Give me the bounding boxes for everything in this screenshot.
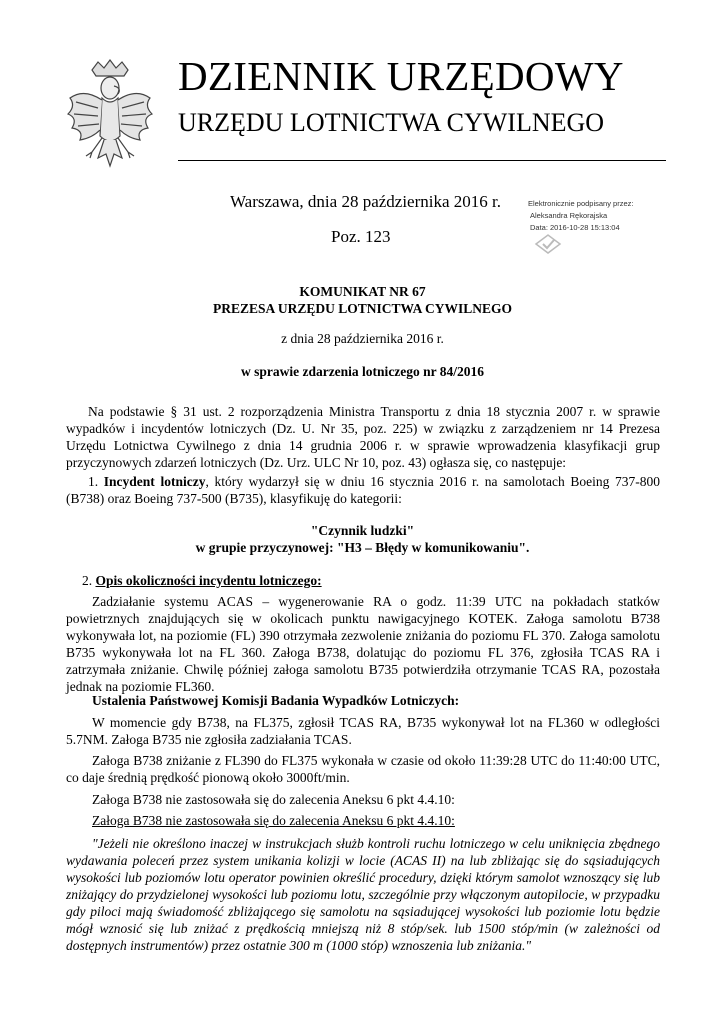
category-name: "Czynnik ludzki" [310, 523, 415, 538]
item-2-heading [66, 572, 660, 589]
signature-line-2: Aleksandra Rękorajska [530, 211, 608, 220]
item-1-paragraph [66, 473, 660, 507]
annex-quote-paragraph: "Jeżeli nie określono inaczej w instrukcjach służb kontroli ruchu lotniczego w celu uniknięcia zbędnego wydawania poleceń przez system unikania kolizji w locie (ACAS II) na lub zbliżając się do sąsiadujących wysokości lub poziomów lotu operator powinien określić procedury, dzięki którym samolot wznoszący się lub zniżający do przydzielonej wysokości lub poziomu lotu, szczególnie przy włączonym autopilocie, w przypadku gdy piloci mają świadomość zbliżającego się samolotu na sąsiadującej wysokości lub poziomie lotu będzie mógł wznosić się lub zniżać z prędkością mniejszą niż 8 stóp/sek. lub 1500 stóp/min (w zależności od dostępnych instrumentów) przez ostatnie 300 m (1000 stóp) wznoszenia lub zniżania." [66, 836, 660, 953]
communique-subject: w sprawie zdarzenia lotniczego nr 84/2016 [240, 364, 485, 379]
findings-heading: Ustalenia Państwowej Komisji Badania Wypadków Lotniczych: [92, 693, 460, 708]
journal-title: DZIENNIK URZĘDOWY [178, 53, 624, 99]
communique-date: z dnia 28 października 2016 r. [281, 331, 444, 346]
item-2-heading-text: Opis okoliczności incydentu lotniczego: [95, 573, 322, 588]
eagle-emblem-icon [62, 58, 158, 176]
item-1-bold-label: Incydent lotniczy [103, 474, 206, 489]
city-date: Warszawa, dnia 28 października 2016 r. [230, 192, 501, 211]
communique-title-line-1: KOMUNIKAT NR 67 [299, 284, 426, 299]
signature-line-3: Data: 2016-10-28 15:13:04 [530, 223, 620, 232]
communique-title [0, 283, 725, 317]
item-1-number: 1. [88, 474, 99, 489]
category-group: w grupie przyczynowej: "H3 – Błędy w komunikowaniu". [195, 540, 530, 555]
finding-1-paragraph: W momencie gdy B738, na FL375, zgłosił TCAS RA, B735 wykonywał lot na FL360 w odległości 5.7NM. Załoga B735 nie zgłosiła zadziałania TCAS. [66, 715, 660, 747]
signature-check-icon [534, 233, 562, 255]
item-1-text: , który wydarzył się w dniu 16 stycznia 2016 r. na samolotach Boeing 737-800 (B738) oraz Boeing 737-500 (B735), klasyfikuję do kategorii: [66, 474, 661, 506]
header-divider [178, 160, 666, 161]
communique-title-line-2: PREZESA URZĘDU LOTNICTWA CYWILNEGO [213, 301, 512, 316]
journal-subtitle: URZĘDU LOTNICTWA CYWILNEGO [178, 108, 605, 137]
signature-line-1: Elektronicznie podpisany przez: [528, 199, 634, 208]
position-number: Poz. 123 [331, 227, 391, 246]
finding-3-paragraph: Załoga B738 nie zastosowała się do zalecenia Aneksu 6 pkt 4.4.10: [92, 792, 455, 807]
finding-2-paragraph: Załoga B738 zniżanie z FL390 do FL375 wykonała w czasie od około 11:39:28 UTC do 11:40:00 UTC, co daje średnią prędkość pionową około 3000ft/min. [66, 753, 660, 785]
intro-paragraph: Na podstawie § 31 ust. 2 rozporządzenia Ministra Transportu z dnia 18 stycznia 2007 r. w sprawie wypadków i incydentów lotniczych (Dz. U. Nr 35, poz. 225) w związku z zarządzeniem nr 14 Prezesa Urzędu Lotnictwa Cywilnego z dnia 14 grudnia 2006 r. w sprawie wprowadzenia klasyfikacji grup przyczynowych zdarzeń lotniczych (Dz. Urz. ULC Nr 10, poz. 43) ogłasza się, co następuje: [66, 404, 660, 470]
category-block [0, 522, 725, 556]
electronic-signature [528, 198, 633, 234]
item-2-number: 2. [82, 573, 93, 588]
finding-4-paragraph: Załoga B738 nie zastosowała się do zalecenia Aneksu 6 pkt 4.4.10: [92, 813, 455, 828]
description-paragraph: Zadziałanie systemu ACAS – wygenerowanie RA o godz. 11:39 UTC na pokładach statków powietrznych znajdujących się w okolicach punktu nawigacyjnego KOTEK. Załoga samolotu B738 wykonywała lot, na poziomie (FL) 390 otrzymała zezwolenie zniżania do poziomu FL 370. Załoga samolotu B735 wykonywała lot na FL 360. Załoga B738, dolatując do poziomu FL 376, zgłosiła TCAS RA i zatrzymała zniżanie. Chwilę później załoga samolotu B735 potwierdziła otrzymanie TCAS RA, pozostała jednak na poziomie FL360. [66, 594, 660, 694]
